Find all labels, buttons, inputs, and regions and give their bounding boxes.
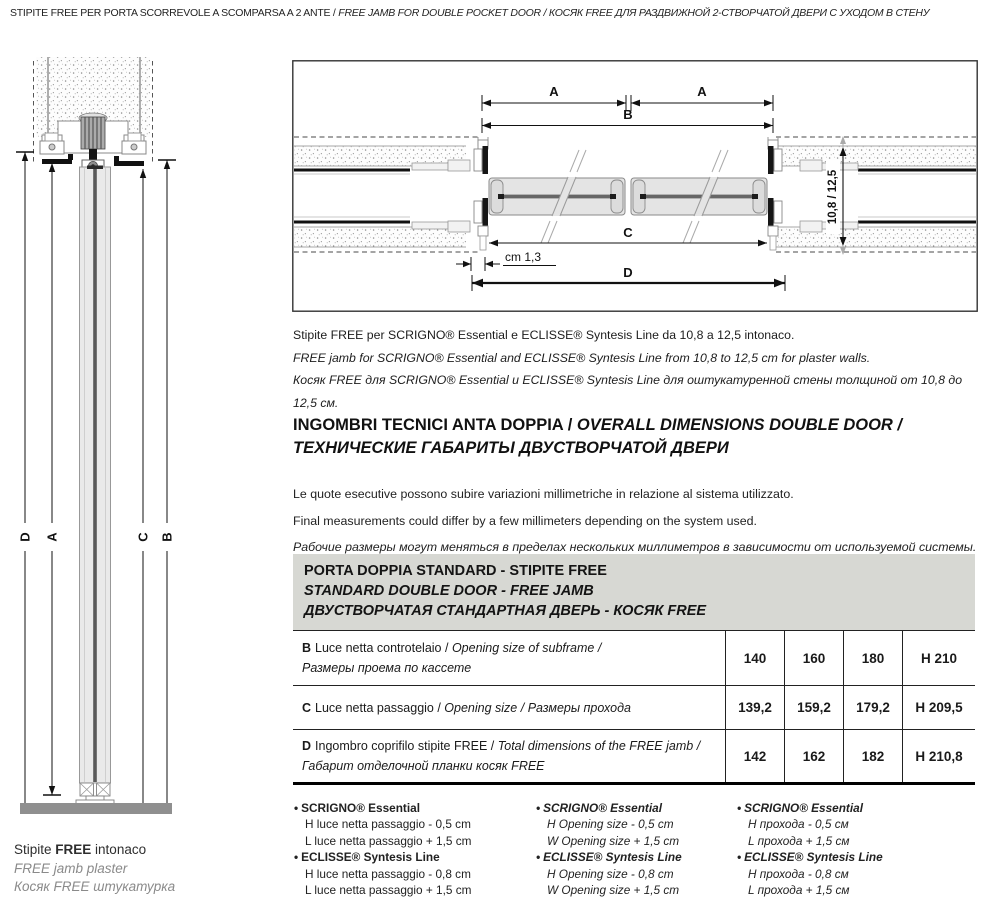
dimensions-table (293, 630, 975, 785)
note-item: • ECLISSE® Syntesis Line H luce netta passaggio - 0,8 cm L luce netta passaggio + 1,5 cm (294, 850, 472, 898)
row-b-label: B Luce netta controtelaio / Opening size of subframe / Размеры проема по кассете (302, 641, 602, 675)
bullet-icon: • (294, 850, 299, 865)
dim-label-c: C (135, 532, 151, 542)
row-c-value-160: 159,2 (784, 686, 843, 729)
note-item: • ECLISSE® Syntesis Line H прохода - 0,8 см L прохода + 1,5 см (737, 850, 883, 898)
band-line-it: PORTA DOPPIA STANDARD - STIPITE FREE (304, 563, 607, 579)
vertical-section-drawing (0, 55, 200, 820)
dim-label-c: C (623, 225, 633, 240)
note-item: • ECLISSE® Syntesis Line H Opening size - 0,8 cm W Opening size + 1,5 cm (536, 850, 682, 898)
bullet-icon: • (737, 801, 742, 815)
dim-label-a: A (44, 532, 60, 542)
note-brand: SCRIGNO® Essential (744, 801, 863, 815)
section-title-it: INGOMBRI TECNICI ANTA DOPPIA / (293, 416, 577, 434)
row-c-value-h: H 209,5 (902, 686, 975, 729)
row-d-value-h: H 210,8 (902, 730, 975, 782)
note-brand: ECLISSE® Syntesis Line (543, 850, 682, 865)
plan-caption-it: Stipite FREE per SCRIGNO® Essential e ECLISSE® Syntesis Line da 10,8 a 12,5 intonaco. (293, 328, 795, 342)
row-d-key: D (302, 739, 312, 753)
row-d-value-140: 142 (725, 730, 784, 782)
dim-label-b: B (159, 532, 175, 542)
table-row-c (293, 686, 975, 730)
row-c-value-140: 139,2 (725, 686, 784, 729)
row-d-value-160: 162 (784, 730, 843, 782)
note-brand: SCRIGNO® Essential (543, 801, 662, 815)
note-item: • SCRIGNO® Essential H Opening size - 0,5 cm W Opening size + 1,5 cm (536, 801, 680, 848)
dim-label-a-right: A (697, 84, 707, 99)
row-c-value-180: 179,2 (843, 686, 902, 729)
intro-ru: Рабочие размеры могут меняться в пределах нескольких миллиметров в зависимости от используемой системы. (293, 540, 977, 554)
row-c-key: C (302, 700, 312, 715)
floor (20, 803, 172, 814)
note-brand: SCRIGNO® Essential (301, 801, 420, 815)
note-item: • SCRIGNO® Essential H luce netta passaggio - 0,5 cm L luce netta passaggio + 1,5 cm (294, 801, 472, 848)
header-title-italic: FREE JAMB FOR DOUBLE POCKET DOOR / КОСЯК FREE ДЛЯ РАЗДВИЖНОЙ 2-СТВОРЧАТОЙ ДВЕРИ С УХОДОМ В СТЕНУ (338, 7, 930, 19)
plan-caption-ru: Косяк FREE для SCRIGNO® Essential и ECLISSE® Syntesis Line для оштукатуренной стены толщиной от 10,8 до 12,5 см. (293, 373, 963, 410)
offset-dim-label: cm 1,3 (505, 250, 542, 264)
row-d-value-180: 182 (843, 730, 902, 782)
dim-label-b: B (623, 107, 633, 122)
note-brand: ECLISSE® Syntesis Line (744, 850, 883, 865)
notes-column-ru (737, 800, 972, 898)
row-b-value-180: 180 (843, 631, 902, 685)
product-band (293, 554, 975, 630)
notes-column-it (294, 800, 529, 898)
bullet-icon: • (536, 801, 541, 815)
row-b-value-140: 140 (725, 631, 784, 685)
note-item: • SCRIGNO® Essential H прохода - 0,5 см L прохода + 1,5 см (737, 801, 863, 848)
row-d-label: D Ingombro coprifilo stipite FREE / Total dimensions of the FREE jamb / Габарит отделочной планки косяк FREE (302, 739, 701, 773)
note-brand: ECLISSE® Syntesis Line (301, 850, 440, 865)
bullet-icon: • (737, 850, 742, 865)
intro-it: Le quote esecutive possono subire variazioni millimetriche in relazione al sistema utilizzato. (293, 487, 794, 501)
band-line-ru: ДВУСТВОРЧАТАЯ СТАНДАРТНАЯ ДВЕРЬ - КОСЯК FREE (304, 603, 707, 619)
left-caption-ru: Косяк FREE штукатурка (14, 879, 176, 894)
row-c-label: C Luce netta passaggio / Opening size / Размеры прохода (302, 700, 631, 715)
section-title (293, 414, 902, 460)
table-row-b (293, 631, 975, 686)
wall-thickness-label: 10,8 / 12,5 (827, 169, 839, 225)
dim-label-d: D (17, 532, 33, 542)
header-title-regular: STIPITE FREE PER PORTA SCORREVOLE A SCOMPARSA A 2 ANTE / (10, 7, 339, 19)
band-line-en: STANDARD DOUBLE DOOR - FREE JAMB (304, 583, 594, 599)
plan-caption (293, 324, 983, 414)
plan-caption-en: FREE jamb for SCRIGNO® Essential and ECLISSE® Syntesis Line from 10,8 to 12,5 cm for plaster walls. (293, 350, 871, 365)
dim-label-a-left: A (549, 84, 559, 99)
bullet-icon: • (294, 801, 299, 815)
hanger-rod (89, 149, 97, 160)
plan-section-drawing (292, 60, 978, 312)
intro-paragraph (293, 481, 976, 561)
section-title-en: OVERALL DIMENSIONS DOUBLE DOOR / (576, 416, 903, 434)
notes-column-en (536, 800, 771, 898)
left-caption-en: FREE jamb plaster (14, 860, 128, 876)
row-b-value-160: 160 (784, 631, 843, 685)
row-b-value-h: H 210 (902, 631, 975, 685)
table-row-d (293, 730, 975, 782)
left-drawing-caption: Stipite FREE intonaco FREE jamb plaster Косяк FREE штукатурка (14, 841, 175, 897)
dim-label-d: D (623, 265, 633, 280)
row-b-key: B (302, 641, 312, 655)
intro-en: Final measurements could differ by a few millimeters depending on the system used. (293, 513, 757, 528)
section-title-ru: ТЕХНИЧЕСКИЕ ГАБАРИТЫ ДВУСТВОРЧАТОЙ ДВЕРИ (293, 439, 729, 457)
page-header (10, 7, 929, 19)
wall-lower-left (294, 227, 466, 247)
bullet-icon: • (536, 850, 541, 865)
